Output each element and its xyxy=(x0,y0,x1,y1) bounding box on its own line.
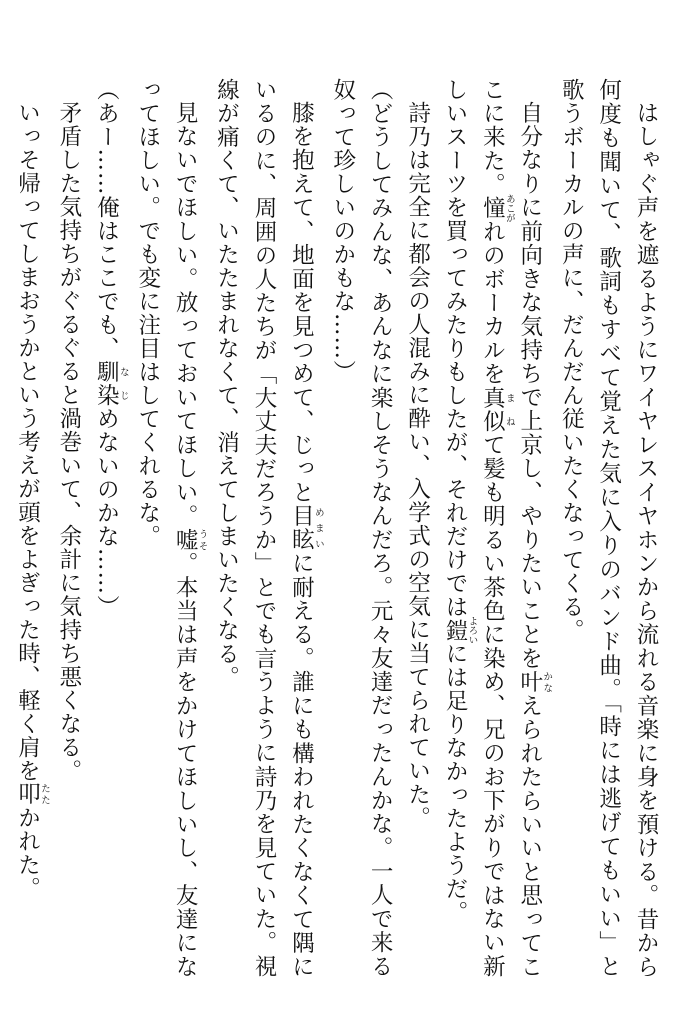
paragraph xyxy=(87,78,128,978)
paragraph xyxy=(552,78,664,978)
paragraph xyxy=(398,78,435,978)
ruby-base: 嘘 xyxy=(172,527,199,552)
text-run: 矛盾した気持ちがぐるぐると渦巻いて、余計に気持ち悪くなる。 xyxy=(55,100,82,782)
ruby-annotation xyxy=(172,527,208,552)
text-run: 詩乃は完全に都会の人混みに酔い、入学式の空気に当てられていた。 xyxy=(404,100,431,829)
paragraph xyxy=(50,78,87,978)
ruby-annotation xyxy=(441,616,478,645)
paragraph xyxy=(128,78,207,978)
text-run: 膝を抱えて、地面を見つめて、じっと xyxy=(288,100,315,504)
ruby-annotation xyxy=(93,360,129,407)
ruby-base: 叩 xyxy=(14,782,41,806)
text-run: はしゃぐ声を遮るようにワイヤレスイヤホンから流れる音楽に身を預ける。昔から何度も聞いて、歌詞もすべて覚えた気に入りのバンド曲。「時には逃げてもいい」と歌うボーカルの声に、だんだん従いたくなってくる。 xyxy=(558,78,659,979)
text-run: （あー……俺はここでも、 xyxy=(93,78,120,360)
paragraph xyxy=(207,78,323,978)
text-run: 自分なりに前向きな気持ちで上京し、やりたいことを xyxy=(516,100,543,670)
text-run: いっそ帰ってしまおうかという考えが頭をよぎった時、軽く肩を xyxy=(14,100,41,782)
paragraph xyxy=(323,78,398,978)
ruby-annotation xyxy=(479,385,515,434)
ruby-base: 目眩 xyxy=(288,503,315,552)
ruby-reading: めまい xyxy=(312,503,324,551)
text-run: かれた。 xyxy=(14,805,41,900)
novel-page xyxy=(14,78,664,979)
ruby-reading: あこが xyxy=(503,193,515,223)
text-run: えられたらいいと思ってここに来た。 xyxy=(479,78,543,979)
ruby-reading: まね xyxy=(503,385,515,434)
ruby-annotation xyxy=(479,193,515,223)
ruby-base: 馴染 xyxy=(93,360,120,407)
text-run: 見ないでほしい。放っておいてほしい。 xyxy=(172,100,199,528)
ruby-reading: うそ xyxy=(196,527,208,552)
ruby-annotation xyxy=(14,782,50,806)
ruby-reading: なじ xyxy=(117,360,129,407)
ruby-reading: たた xyxy=(39,782,50,806)
ruby-reading: かな xyxy=(541,669,553,694)
ruby-base: 憧 xyxy=(479,193,506,223)
ruby-annotation xyxy=(516,669,553,694)
text-run: （どうしてみんな、あんなに楽しそうなんだろ。元々友達だったんかな。一人で来る奴って珍しいのかもな……） xyxy=(329,78,394,978)
text-run: れのボーカルを xyxy=(479,219,506,386)
paragraph xyxy=(436,78,552,978)
text-run: に耐える。誰にも構われたくなくて隅にいるのに、周囲の人たちが「大丈夫だろうか」とでも言うように詩乃を見ていた。視線が痛くて、いたたまれなくて、消えてしまいたくなる。 xyxy=(213,78,315,979)
ruby-base: 真似 xyxy=(479,385,506,434)
ruby-base: 叶 xyxy=(516,669,543,694)
ruby-annotation xyxy=(288,503,324,552)
ruby-base: 鎧 xyxy=(441,616,468,645)
paragraph xyxy=(8,78,49,978)
text-run: て髪も明るい茶色に染め、兄のお下がりではない新しいスーツを買ってみたりもしたが、それだけでは xyxy=(441,78,506,979)
text-run: めないのかな……） xyxy=(93,407,120,619)
text-run: 。本当は声をかけてほしいし、友達になってほしい。でも変に注目はしてくれるな。 xyxy=(134,78,199,979)
text-run: には足りなかったようだ。 xyxy=(441,642,468,924)
ruby-reading: よろい xyxy=(466,616,478,645)
